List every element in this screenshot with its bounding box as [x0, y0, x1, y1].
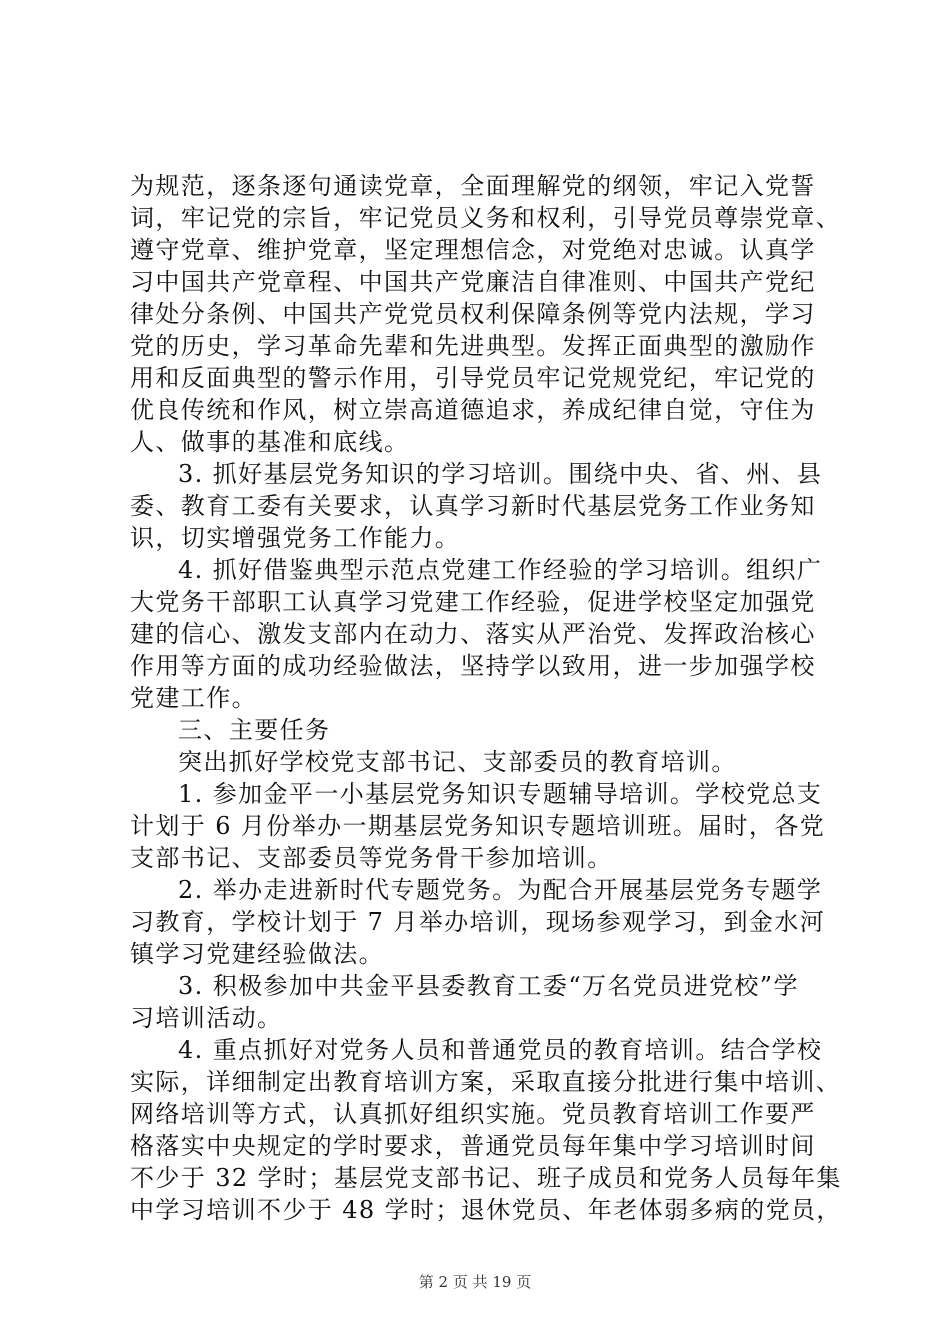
text-line: 中学习培训不少于 48 学时；退休党员、年老体弱多病的党员， [130, 1196, 842, 1224]
text-line: 委、教育工委有关要求，认真学习新时代基层党务工作业务知 [130, 492, 816, 520]
text-line: 3. 积极参加中共金平县委教育工委“万名党员进党校”学 [178, 972, 799, 1000]
text-line: 1. 参加金平一小基层党务知识专题辅导培训。学校党总支 [178, 780, 823, 808]
text-line: 遵守党章、维护党章，坚定理想信念，对党绝对忠诚。认真学 [130, 236, 816, 264]
text-line: 4. 重点抓好对党务人员和普通党员的教育培训。结合学校 [178, 1036, 823, 1064]
text-line: 不少于 32 学时；基层党支部书记、班子成员和党务人员每年集 [130, 1164, 842, 1192]
text-line: 优良传统和作风，树立崇高道德追求，养成纪律自觉，守住为 [130, 396, 816, 424]
text-line: 为规范，逐条逐句通读党章，全面理解党的纲领，牢记入党誓 [130, 172, 816, 200]
text-line: 2. 举办走进新时代专题党务。为配合开展基层党务专题学 [178, 876, 823, 904]
text-line: 计划于 6 月份举办一期基层党务知识专题培训班。届时，各党 [130, 812, 826, 840]
text-line: 突出抓好学校党支部书记、支部委员的教育培训。 [178, 748, 737, 776]
document-body [130, 170, 842, 1226]
text-line: 习教育，学校计划于 7 月举办培训，现场参观学习，到金水河 [130, 908, 826, 936]
text-line: 党的历史，学习革命先辈和先进典型。发挥正面典型的激励作 [130, 332, 816, 360]
page-footer: 第 2 页 共 19 页 [418, 1273, 532, 1291]
text-line: 习中国共产党章程、中国共产党廉洁自律准则、中国共产党纪 [130, 268, 816, 296]
text-line: 三、主要任务 [178, 716, 331, 744]
text-line: 大党务干部职工认真学习党建工作经验，促进学校坚定加强党 [130, 588, 816, 616]
text-line: 3. 抓好基层党务知识的学习培训。围绕中央、省、州、县 [178, 460, 823, 488]
text-line: 建的信心、激发支部内在动力、落实从严治党、发挥政治核心 [130, 620, 816, 648]
text-line: 支部书记、支部委员等党务骨干参加培训。 [130, 844, 613, 872]
text-line: 作用等方面的成功经验做法，坚持学以致用，进一步加强学校 [130, 652, 816, 680]
text-line: 律处分条例、中国共产党党员权利保障条例等党内法规，学习 [130, 300, 816, 328]
text-line: 实际，详细制定出教育培训方案，采取直接分批进行集中培训、 [130, 1068, 842, 1096]
text-line: 4. 抓好借鉴典型示范点党建工作经验的学习培训。组织广 [178, 556, 823, 584]
text-line: 网络培训等方式，认真抓好组织实施。党员教育培训工作要严 [130, 1100, 816, 1128]
text-line: 格落实中央规定的学时要求，普通党员每年集中学习培训时间 [130, 1132, 816, 1160]
text-line: 习培训活动。 [130, 1004, 283, 1032]
text-line: 识，切实增强党务工作能力。 [130, 524, 461, 552]
text-line: 党建工作。 [130, 684, 257, 712]
text-line: 镇学习党建经验做法。 [130, 940, 384, 968]
text-line: 用和反面典型的警示作用，引导党员牢记党规党纪，牢记党的 [130, 364, 816, 392]
text-line: 词，牢记党的宗旨，牢记党员义务和权利，引导党员尊崇党章、 [130, 204, 842, 232]
text-line: 人、做事的基准和底线。 [130, 428, 410, 456]
